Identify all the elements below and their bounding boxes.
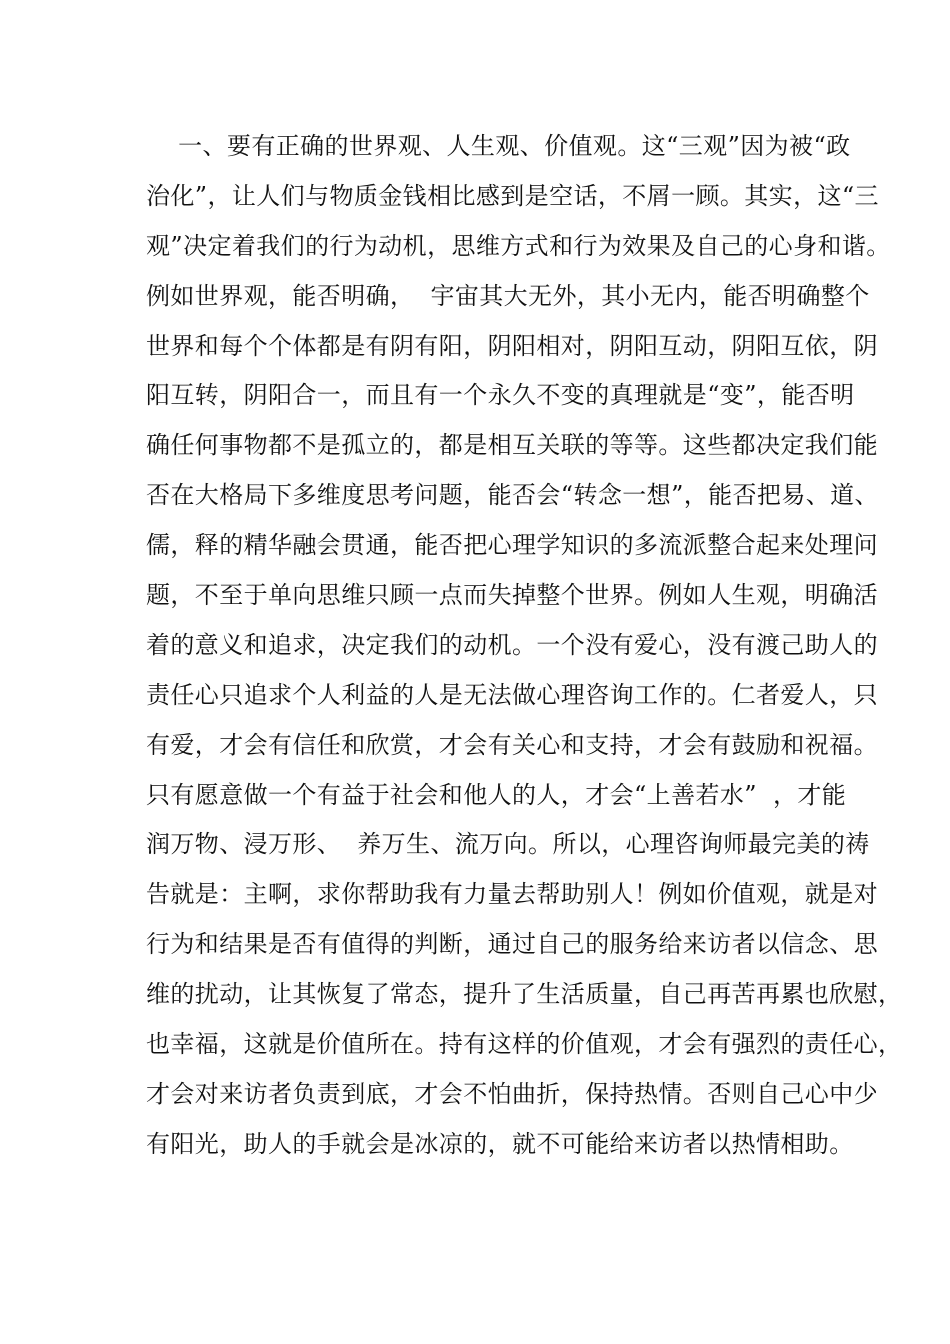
paragraph-line: 润万物、浸万形、 养万生、流万向。所以，心理咨询师最完美的祷: [146, 830, 870, 859]
paragraph-line: 儒，释的精华融会贯通，能否把心理学知识的多流派整合起来处理问: [146, 531, 878, 560]
body-paragraph: [146, 122, 903, 1170]
paragraph-line: 才会对来访者负责到底，才会不怕曲折，保持热情。否则自己心中少: [146, 1079, 878, 1108]
paragraph-line: 只有愿意做一个有益于社会和他人的人，才会“上善若水” ，才能: [146, 780, 847, 809]
paragraph-line: 告就是：主啊，求你帮助我有力量去帮助别人！例如价值观，就是对: [146, 880, 878, 909]
paragraph-line: 确任何事物都不是孤立的，都是相互关联的等等。这些都决定我们能: [146, 431, 878, 460]
paragraph-line: 着的意义和追求，决定我们的动机。一个没有爱心，没有渡己助人的: [146, 630, 878, 659]
paragraph-line: 观”决定着我们的行为动机，思维方式和行为效果及自己的心身和谐。: [146, 231, 891, 260]
paragraph-line: 维的扰动，让其恢复了常态，提升了生活质量，自己再苦再累也欣慰，: [146, 980, 903, 1009]
paragraph-line: 题，不至于单向思维只顾一点而失掉整个世界。例如人生观，明确活: [146, 581, 878, 610]
paragraph-line: 治化”，让人们与物质金钱相比感到是空话，不屑一顾。其实，这“三: [146, 181, 879, 210]
paragraph-line: 有爱，才会有信任和欣赏，才会有关心和支持，才会有鼓励和祝福。: [146, 730, 878, 759]
paragraph-line: 世界和每个个体都是有阴有阳，阴阳相对，阴阳互动，阴阳互依，阴: [146, 331, 878, 360]
paragraph-line: 也幸福，这就是价值所在。持有这样的价值观，才会有强烈的责任心，: [146, 1030, 903, 1059]
paragraph-line: 一、要有正确的世界观、人生观、价值观。这“三观”因为被“政: [146, 132, 851, 160]
paragraph-line: 责任心只追求个人利益的人是无法做心理咨询工作的。仁者爱人，只: [146, 680, 878, 709]
paragraph-line: 否在大格局下多维度思考问题，能否会“转念一想”，能否把易、道、: [146, 481, 879, 510]
paragraph-line: 行为和结果是否有值得的判断，通过自己的服务给来访者以信念、思: [146, 930, 878, 959]
paragraph-line: 有阳光，助人的手就会是冰凉的，就不可能给来访者以热情相助。: [146, 1129, 854, 1158]
paragraph-line: 例如世界观，能否明确， 宇宙其大无外，其小无内，能否明确整个: [146, 281, 870, 310]
paragraph-line: 阳互转，阴阳合一，而且有一个永久不变的真理就是“变”，能否明: [146, 381, 855, 410]
